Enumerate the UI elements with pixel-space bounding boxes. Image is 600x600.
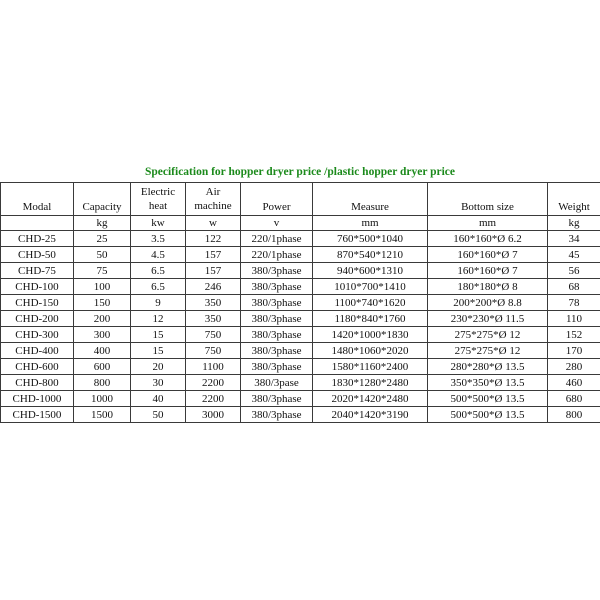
cell-bottom-size: 160*160*Ø 6.2 [428,231,548,247]
cell-weight: 170 [548,343,600,359]
cell-electric-heat: 50 [131,407,186,423]
cell-air-machine: 1100 [186,359,241,375]
cell-measure: 2040*1420*3190 [313,407,428,423]
header-weight: Weight [548,183,600,216]
cell-measure: 760*500*1040 [313,231,428,247]
cell-electric-heat: 3.5 [131,231,186,247]
cell-electric-heat: 4.5 [131,247,186,263]
cell-bottom-size: 230*230*Ø 11.5 [428,311,548,327]
cell-measure: 1010*700*1410 [313,279,428,295]
cell-capacity: 50 [74,247,131,263]
table-row [1,247,600,263]
table-row [1,279,600,295]
cell-capacity: 1000 [74,391,131,407]
table-row [1,391,600,407]
header-measure: Measure [313,183,428,216]
unit-electric-heat: kw [131,216,186,231]
cell-modal: CHD-100 [1,279,74,295]
cell-capacity: 25 [74,231,131,247]
unit-bottom-size: mm [428,216,548,231]
cell-air-machine: 122 [186,231,241,247]
cell-weight: 460 [548,375,600,391]
cell-capacity: 300 [74,327,131,343]
spec-table [0,182,600,423]
cell-weight: 78 [548,295,600,311]
header-power: Power [241,183,313,216]
cell-bottom-size: 275*275*Ø 12 [428,327,548,343]
cell-measure: 940*600*1310 [313,263,428,279]
cell-bottom-size: 500*500*Ø 13.5 [428,407,548,423]
cell-bottom-size: 280*280*Ø 13.5 [428,359,548,375]
table-row [1,327,600,343]
header-bottom-size: Bottom size [428,183,548,216]
cell-modal: CHD-400 [1,343,74,359]
cell-electric-heat: 9 [131,295,186,311]
cell-weight: 280 [548,359,600,375]
cell-electric-heat: 20 [131,359,186,375]
unit-air-machine: w [186,216,241,231]
unit-capacity: kg [74,216,131,231]
cell-power: 380/3phase [241,407,313,423]
cell-measure: 1420*1000*1830 [313,327,428,343]
table-row [1,343,600,359]
cell-weight: 800 [548,407,600,423]
cell-air-machine: 2200 [186,391,241,407]
cell-measure: 870*540*1210 [313,247,428,263]
unit-measure: mm [313,216,428,231]
header-electric-heat: Electric heat [131,183,186,216]
cell-bottom-size: 160*160*Ø 7 [428,263,548,279]
cell-measure: 1180*840*1760 [313,311,428,327]
cell-capacity: 150 [74,295,131,311]
cell-measure: 1100*740*1620 [313,295,428,311]
cell-bottom-size: 275*275*Ø 12 [428,343,548,359]
table-row [1,375,600,391]
cell-modal: CHD-150 [1,295,74,311]
cell-power: 380/3phase [241,279,313,295]
table-body [1,231,600,423]
cell-bottom-size: 500*500*Ø 13.5 [428,391,548,407]
cell-weight: 110 [548,311,600,327]
cell-bottom-size: 200*200*Ø 8.8 [428,295,548,311]
cell-electric-heat: 30 [131,375,186,391]
cell-modal: CHD-300 [1,327,74,343]
cell-bottom-size: 350*350*Ø 13.5 [428,375,548,391]
header-air-machine: Air machine [186,183,241,216]
cell-capacity: 100 [74,279,131,295]
cell-capacity: 75 [74,263,131,279]
cell-electric-heat: 15 [131,327,186,343]
cell-power: 380/3phase [241,391,313,407]
cell-electric-heat: 12 [131,311,186,327]
table-row [1,231,600,247]
cell-power: 380/3phase [241,295,313,311]
unit-modal [1,216,74,231]
cell-weight: 680 [548,391,600,407]
cell-air-machine: 157 [186,263,241,279]
cell-air-machine: 3000 [186,407,241,423]
unit-power: v [241,216,313,231]
cell-capacity: 800 [74,375,131,391]
cell-bottom-size: 160*160*Ø 7 [428,247,548,263]
cell-modal: CHD-200 [1,311,74,327]
cell-air-machine: 750 [186,343,241,359]
cell-weight: 152 [548,327,600,343]
cell-power: 380/3pase [241,375,313,391]
cell-electric-heat: 6.5 [131,279,186,295]
cell-weight: 34 [548,231,600,247]
table-row [1,359,600,375]
cell-modal: CHD-800 [1,375,74,391]
cell-electric-heat: 6.5 [131,263,186,279]
cell-air-machine: 246 [186,279,241,295]
cell-electric-heat: 40 [131,391,186,407]
cell-capacity: 200 [74,311,131,327]
cell-power: 220/1phase [241,231,313,247]
page-title: Specification for hopper dryer price /plastic hopper dryer price [144,166,456,178]
cell-weight: 68 [548,279,600,295]
cell-capacity: 600 [74,359,131,375]
cell-air-machine: 750 [186,327,241,343]
cell-measure: 2020*1420*2480 [313,391,428,407]
cell-bottom-size: 180*180*Ø 8 [428,279,548,295]
cell-modal: CHD-75 [1,263,74,279]
table-row [1,295,600,311]
cell-capacity: 1500 [74,407,131,423]
header-row [1,183,600,216]
cell-modal: CHD-50 [1,247,74,263]
table-row [1,263,600,279]
cell-power: 380/3phase [241,311,313,327]
header-modal: Modal [1,183,74,216]
cell-air-machine: 157 [186,247,241,263]
cell-power: 380/3phase [241,263,313,279]
units-row [1,216,600,231]
cell-power: 380/3phase [241,359,313,375]
cell-measure: 1580*1160*2400 [313,359,428,375]
cell-modal: CHD-600 [1,359,74,375]
cell-air-machine: 350 [186,295,241,311]
table-row [1,311,600,327]
cell-weight: 56 [548,263,600,279]
cell-measure: 1830*1280*2480 [313,375,428,391]
table-row [1,407,600,423]
cell-measure: 1480*1060*2020 [313,343,428,359]
cell-modal: CHD-1000 [1,391,74,407]
cell-power: 220/1phase [241,247,313,263]
unit-weight: kg [548,216,600,231]
cell-air-machine: 2200 [186,375,241,391]
header-capacity: Capacity [74,183,131,216]
cell-air-machine: 350 [186,311,241,327]
cell-modal: CHD-25 [1,231,74,247]
cell-power: 380/3phase [241,343,313,359]
cell-capacity: 400 [74,343,131,359]
cell-power: 380/3phase [241,327,313,343]
cell-modal: CHD-1500 [1,407,74,423]
cell-electric-heat: 15 [131,343,186,359]
cell-weight: 45 [548,247,600,263]
